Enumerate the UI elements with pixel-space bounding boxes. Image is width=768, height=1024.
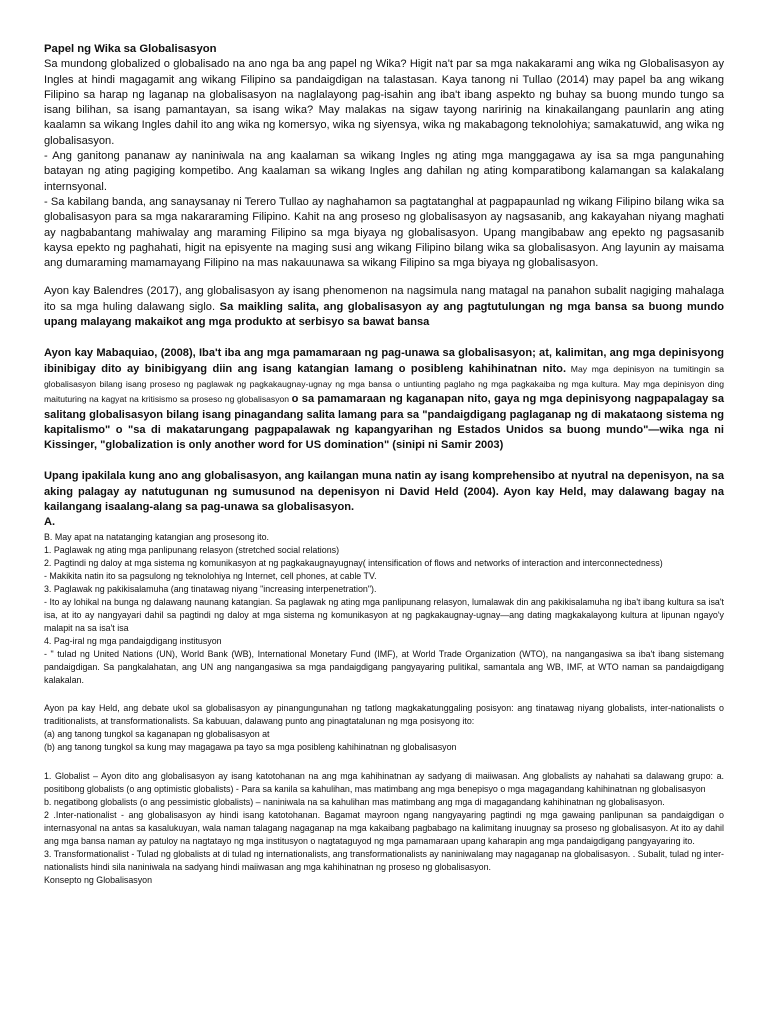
mabaquiao-small-text: May mga depinisyon na tumitingin sa globalisasyon bilang isang proseso ng paglawak ng pagkakaugnay-ugnay ng mga bansa o untiunting paglaho ng mga pagkakaiba ng mga kultura. May mga depinisyon ding maituturing na kagyat na kritisismo sa proseso ng globalisasyon: [44, 363, 724, 405]
document-page: [44, 42, 724, 887]
positions-list: [44, 770, 724, 887]
held-characteristics-list: [44, 531, 724, 687]
held-line: B. May apat na natatanging katangian ang prosesong ito.: [44, 531, 269, 542]
mabaquiao-bold-lead: Ayon kay Mabaquiao, (2008), Iba't iba ang mga pamamaraan ng pag-unawa sa globalisasyon; at, kalimitan, ang mga depinisyong ibinibigay dito ay binibigyang diin ang isang katangian lamang o posibleng kahihinatnan nito.: [44, 347, 724, 375]
spacer: [44, 330, 724, 346]
spacer: [44, 687, 724, 702]
bullet-paragraph-tullao: - Sa kabilang banda, ang sanaysanay ni Terero Tullao ay naghahamon sa pagtatanghal at pagpapaunlad ng wikang Filipino bilang wika sa globalisasyon para sa mga nakararaming Filipino. Kahit na ang proseso ng globalisasyon ay nagsasanib, ang kakayahan niyang maghati ay nagbabantang mahiwalay ang maraming Filipino sa mga biyaya ng globalisasyon. Upang mangibabaw ang epekto ng pagsasanib kaysa epekto ng paghahati, higit na episyente na maging susi ang wikang Filipino bilang wika sa globalisasyon. Ang layunin ay maisama ang dumaraming mamamayang Filipino na mas nakauunawa sa wikang Filipino sa mga biyaya ng globalisasyon.: [44, 195, 724, 270]
balendres-paragraph: [44, 284, 724, 330]
debate-intro: Ayon pa kay Held, ang debate ukol sa globalisasyon ay pinangungunahan ng tatlong magkakatunggaling posisyon: ang tinatawag niyang globalists, inter-nationalists o traditionalists, at transformationalists. Sa kabuuan, dalawang punto ang pinagtatalunan ng mga posisyong ito:: [44, 702, 724, 726]
held-line: - " tulad ng United Nations (UN), World Bank (WB), International Monetary Fund (IMF), at World Trade Organization (WTO), na nangangasiwa sa iba't ibang sistemang pandaigdigan. Sa pangkalahatan, ang UN ang nangangasiwa sa mga pandaigdigang pangyayaring pulitikal, samantala ang WB, IMF, at WTO naman sa pandaigdigang kalakalan.: [44, 648, 724, 685]
bullet-paragraph-english-view: - Ang ganitong pananaw ay naniniwala na ang kaalaman sa wikang Ingles ng ating mga manggagawa ay isa sa mga pangunahing batayan ng ating pagiging kompetibo. Ang kaalaman sa wikang Ingles ang dahilan ng ating komparatibong kalamangan sa kalakalang internsyonal.: [44, 150, 724, 193]
held-line: 4. Pag-iral ng mga pandaigdigang institusyon: [44, 635, 222, 646]
debate-block: [44, 702, 724, 754]
intro-paragraph: Sa mundong globalized o globalisado na ano nga ba ang papel ng Wika? Higit na't par sa mga nakakarami ang wika ng Globalisasyon ay Ingles at hindi magagamit ang wikang Filipino sa pandaigdigan na talastasan. Kaya tanong ni Tullao (2014) may papel ba ang wikang Filipino sa harap ng laganap na globalisasyon na naglalayong pag-isahin ang iba't ibang aspekto ng buhay sa buong mundo tungo sa isang bilihan, sa isang pamantayan, sa isang wika? May malakas na sigaw tayong naririnig na kinakailangang paunlarin ang ating kaalamn sa wikang Ingles dahil ito ang wika ng komersyo, wika ng siyensya, wika ng makabagong teknolohiya; samakatuwid, ang wika ng globalisasyon.: [44, 58, 724, 147]
balendres-text: Ayon kay Balendres (2017), ang globalisasyon ay isang phenomenon na nagsimula nang matagal na panahon subalit nagiging mahalaga ito sa mga huling dalawang siglo.: [44, 285, 724, 313]
debate-point-a: (a) ang tanong tungkol sa kaganapan ng globalisasyon at: [44, 728, 270, 739]
balendres-bold-text: Sa maikling salita, ang globalisasyon ay ang pagtutulungan ng mga bansa sa buong mundo upang malayang makaikot ang mga produkto at serbisyo sa bawat bansa: [44, 300, 724, 329]
mabaquiao-bold-quote: o sa pamamaraan ng kaganapan nito, gaya ng mga depinisyong nagpapalagay sa salitang globalisasyon bilang isang pinagandang salita lamang para sa "pandaigdigang paglaganap ng di makataong sistema ng kapitalismo" o "sa di makatarungang pagpapalawak ng kapangyarihan ng Estados Unidos sa buong mundo"—wika nga ni Kissinger, "globalization is only another word for US domination" (sinipi ni Samir 2003): [44, 393, 724, 452]
position-item: 3. Transformationalist - Tulad ng globalists at di tulad ng internationalists, ang transformationalists ay naniniwalang may nagaganap na globalisasyon. . Subalit, tulad ng inter-nationalists hindi sila naniniwala na sadyang hindi maiiwasan ang mga kahihinatnan ng proseso ng globalisasyon.: [44, 848, 724, 872]
section-a-label: A.: [44, 516, 56, 529]
debate-point-b: (b) ang tanong tungkol sa kung may magagawa pa tayo sa mga posibleng kahihinatnan ng globalisasyon: [44, 741, 457, 752]
held-paragraph: Upang ipakilala kung ano ang globalisasyon, ang kailangan muna natin ay isang komprehensibo at nyutral na depenisyon, na sa aking palagay ay natutugunan ng sumusunod na depenisyon ni David Held (2004). Ayon kay Held, may dalawang bagay na kailangang isaalang-alang sa pag-unawa sa globalisasyon.: [44, 470, 724, 514]
held-line: 2. Pagtindi ng daloy at mga sistema ng komunikasyon at ng pagkakaugnayugnay( intensification of flows and networks of interaction and interconnectedness): [44, 557, 663, 568]
position-item: 1. Globalist – Ayon dito ang globalisasyon ay isang katotohanan na ang mga kahihinatnan ay sadyang di maiiwasan. Ang globalists ay nahahati sa dalawang grupo: a. positibong globalists (o ang optimistic globalists) - Para sa kanila sa kahulihan, mas matimbang ang mga benepisyo o mga magagandang kahihinatnan ng globalisasyon: [44, 770, 724, 794]
position-item: b. negatibong globalists (o ang pessimistic globalists) – naniniwala na sa kahulihan mas matimbang ang mga di magagandang kahihinatnan ng globalisasyon.: [44, 796, 665, 807]
position-item: 2 .Inter-nationalist - ang globalisasyon ay hindi isang katotohanan. Bagamat mayroon ngang nangyayaring pagtindi ng mga gawaing panlipunan sa pandaigdigan o internasyonal na antas sa kasalukuyan, wala naman talagang nagaganap na mga kakaibang pagbabago na kalimitang inuugnay sa proseso ng globalisasyon. At ito ay dahil ang mga bansa naman ay patuloy na nagtatayo ng mga institusyon o nagtataguyod ng mga pamamaraan upang kaharapin ang mga pandaigdigang pangyayaring ito.: [44, 809, 724, 846]
held-line: - Ito ay lohikal na bunga ng dalawang naunang katangian. Sa paglawak ng ating mga panlipunang relasyon, lumalawak din ang pakikisalamuha ng iba't ibang kultura sa isa't isa, at ito ay nangyayari dahil sa pagtindi ng daloy at mga sistema ng komunikasyon at ng pagkakaugnay-ugnay—ang dating magkakalayong kultura at lipunan ngayo'y malapit na sa isa't isa: [44, 596, 724, 633]
held-line: - Makikita natin ito sa pagsulong ng teknolohiya ng Internet, cell phones, at cable TV.: [44, 570, 377, 581]
held-line: 1. Paglawak ng ating mga panlipunang relasyon (stretched social relations): [44, 544, 340, 555]
spacer: [44, 271, 724, 284]
mabaquiao-paragraph: [44, 346, 724, 453]
document-title: Papel ng Wika sa Globalisasyon: [44, 43, 217, 55]
held-line: 3. Paglawak ng pakikisalamuha (ang tinatawag niyang "increasing interpenetration").: [44, 583, 377, 594]
spacer: [44, 453, 724, 469]
position-item: Konsepto ng Globalisasyon: [44, 874, 153, 885]
spacer: [44, 754, 724, 770]
